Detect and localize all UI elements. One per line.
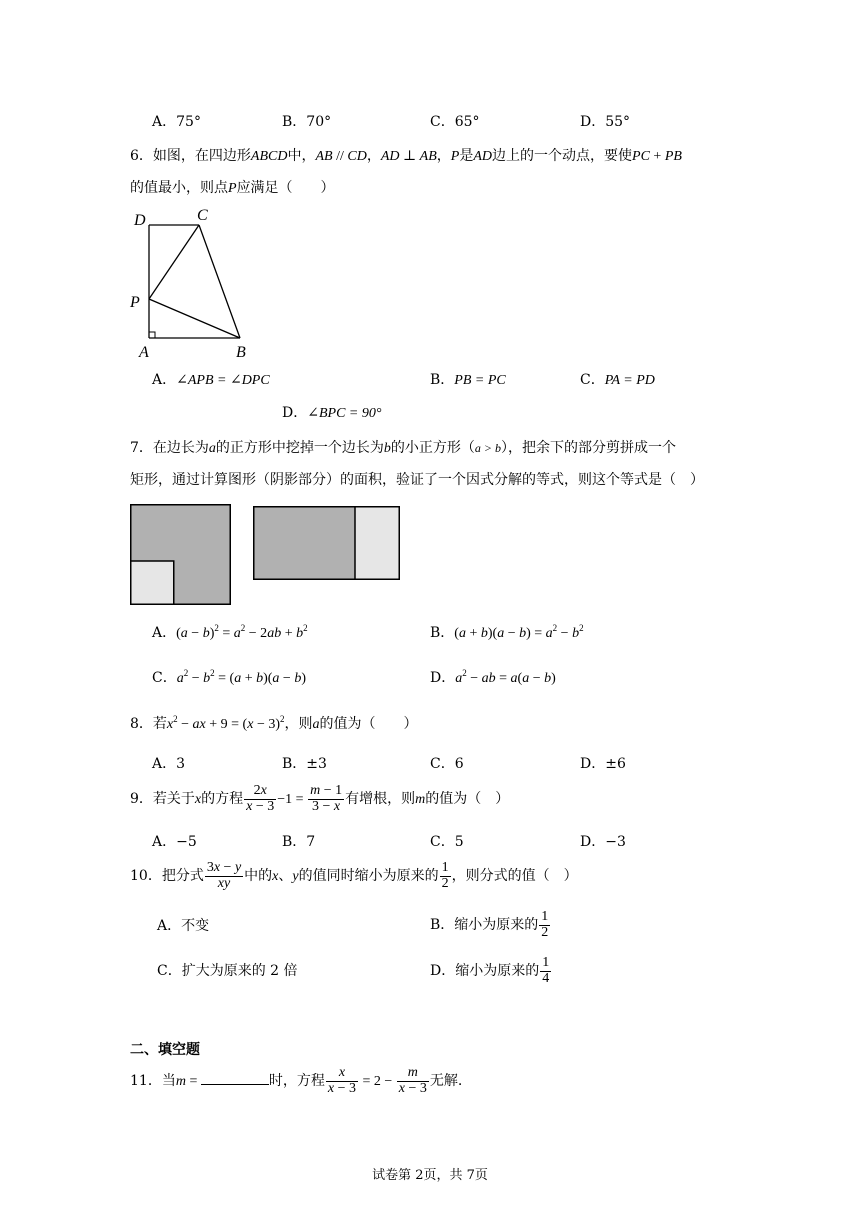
- q7-option-a: A．$(a - b)^2 = a^2 - 2ab + b^2$: [152, 623, 308, 641]
- q6-stem-line1: 6．如图，在四边形ABCD中，AB // CD，AD ⊥ AB，P是AD边上的一个动点，要使PC + PB: [130, 148, 682, 164]
- q7-square-figure: [130, 504, 232, 606]
- q6-option-a: A．∠APB = ∠DPC: [152, 372, 270, 388]
- q6-stem-line2: 的值最小，则点P应满足（ ）: [130, 180, 335, 196]
- q6-option-b: B．PB = PC: [430, 372, 506, 388]
- q6-quadrilateral-figure: [125, 205, 265, 363]
- q8-option-c: C．6: [430, 756, 464, 772]
- q9-option-c: C．5: [430, 834, 464, 850]
- q8-stem: 8．若$x^2$ − ax + $9 = (x - 3)^2$，则a的值为（ ）: [130, 714, 418, 732]
- q10-option-b: B．缩小为原来的 $\frac{1}{2}$: [430, 909, 549, 940]
- q6-option-d: D．∠BPC = 90°: [282, 405, 382, 421]
- page-footer: 试卷第 2页，共 7页: [372, 1168, 488, 1183]
- q10-option-a: A．不变: [157, 918, 210, 934]
- q10-option-c: C．扩大为原来的 2 倍: [157, 963, 298, 979]
- q5-option-a: A．75°: [152, 114, 201, 130]
- fig-label-p: P: [130, 294, 140, 311]
- q8-option-b: B．±3: [282, 756, 327, 772]
- q9-stem: 9．若关于x的方程 $\frac{2x}{x - 3}$ −1 = $\frac{m - 1}{3 - x}$ 有增根，则m的值为（ ）: [130, 783, 510, 814]
- section-title-fill-in: 二、填空题: [130, 1042, 200, 1058]
- q9-option-b: B．7: [282, 834, 316, 850]
- fig-label-d: D: [134, 212, 146, 229]
- q7-option-c: C．$a^2 - b^2 = (a + b)(a - b)$: [152, 668, 306, 686]
- q7-rectangle-figure: [253, 506, 401, 580]
- q5-option-d: D．55°: [580, 114, 631, 130]
- q9-option-a: A．−5: [152, 834, 197, 850]
- q7-option-d: D．$a^2$ − ab = a(a − b): [430, 668, 556, 686]
- q6-option-c: C．PA = PD: [580, 372, 655, 388]
- q7-stem-line2: 矩形，通过计算图形（阴影部分）的面积，验证了一个因式分解的等式，则这个等式是（ ）: [130, 472, 704, 488]
- q9-option-d: D．−3: [580, 834, 626, 850]
- q7-option-b: B．$(a + b)(a - b) = a^2 - b^2$: [430, 623, 584, 641]
- q11-answer-blank[interactable]: [201, 1070, 269, 1085]
- fig-label-c: C: [197, 207, 208, 224]
- q5-option-b: B．70°: [282, 114, 332, 130]
- q7-stem-line1: 7．在边长为a的正方形中挖掉一个边长为b的小正方形（a > b），把余下的部分剪拼成一个: [130, 440, 677, 456]
- fig-label-a: A: [139, 344, 149, 361]
- q8-option-d: D．±6: [580, 756, 626, 772]
- q5-option-c: C．65°: [430, 114, 480, 130]
- q8-option-a: A．3: [152, 756, 186, 772]
- q10-option-d: D．缩小为原来的 $\frac{1}{4}$: [430, 955, 550, 986]
- q10-stem: 10．把分式 $\frac{3x - y}{xy}$ 中的x、y的值同时缩小为原来的 $\frac{1}{2}$ ，则分式的值（ ）: [130, 860, 578, 891]
- fig-label-b: B: [236, 344, 246, 361]
- q11-stem: 11．当m = 时，方程 $\frac{x}{x - 3}$ = 2 − $\frac{m}{x - 3}$ 无解.: [130, 1065, 463, 1096]
